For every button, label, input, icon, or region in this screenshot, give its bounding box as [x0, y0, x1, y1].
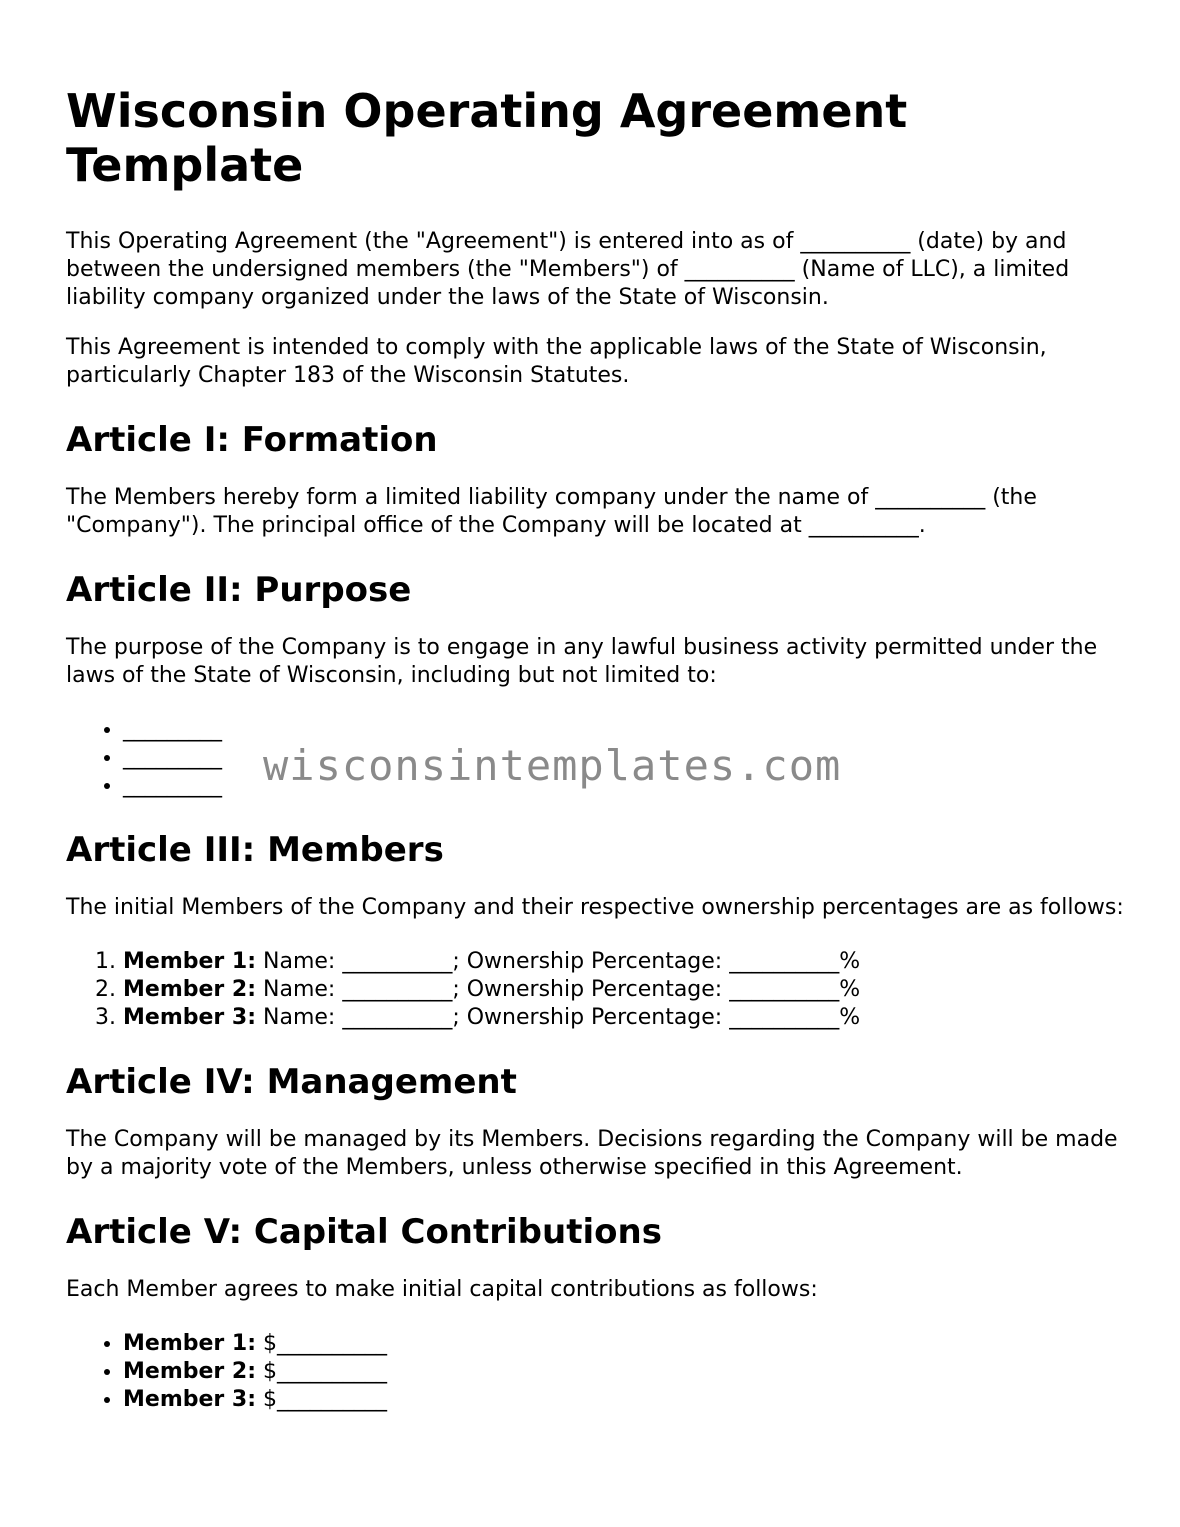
- article-3-heading: Article III: Members: [66, 830, 444, 870]
- list-item: • _________: [123, 744, 1126, 772]
- list-item: [123, 976, 1126, 1004]
- article-4-text: The Company will be managed by its Members. Decisions regarding the Company will be made by a majority vote of the Members, unless otherwise specified in this Agreement.: [66, 1127, 1118, 1180]
- list-item: • _________: [123, 772, 1126, 800]
- article-1-heading: Article I: Formation: [66, 420, 438, 460]
- member-label: Member 1:: [123, 1331, 257, 1356]
- member-label: Member 3:: [123, 1005, 257, 1030]
- article-5-text: Each Member agrees to make initial capital contributions as follows:: [66, 1277, 818, 1302]
- article-2-heading: Article II: Purpose: [66, 570, 412, 610]
- contribution-amount: $__________: [256, 1387, 388, 1412]
- members-list: [66, 948, 1126, 1032]
- list-item: [123, 1358, 1126, 1386]
- article-5-heading: Article V: Capital Contributions: [66, 1212, 662, 1252]
- page-title: Wisconsin Operating Agreement Template: [66, 84, 908, 192]
- intro-paragraph-2: This Agreement is intended to comply with the applicable laws of the State of Wisconsin, particularly Chapter 183 of the Wisconsin Statutes.: [66, 335, 1047, 388]
- article-1-text: The Members hereby form a limited liability company under the name of __________ (the "Company"). The principal office of the Company will be located at __________.: [66, 485, 1037, 538]
- article-2-text: The purpose of the Company is to engage in any lawful business activity permitted under the laws of the State of Wisconsin, including but not limited to:: [66, 635, 1098, 688]
- contribution-amount: $__________: [256, 1331, 388, 1356]
- list-item: [123, 1386, 1126, 1414]
- intro-paragraph-1: This Operating Agreement (the "Agreement") is entered into as of __________ (date) by and between the undersigned members (the "Members") of __________ (Name of LLC), a limited liability company organized under the laws of the State of Wisconsin.: [66, 229, 1070, 310]
- contributions-list: [66, 1330, 1126, 1414]
- list-item: • _________: [123, 716, 1126, 744]
- member-detail: Name: __________; Ownership Percentage: __________%: [256, 949, 861, 974]
- member-detail: Name: __________; Ownership Percentage: __________%: [256, 1005, 861, 1030]
- member-label: Member 2:: [123, 977, 257, 1002]
- contribution-amount: $__________: [256, 1359, 388, 1384]
- member-detail: Name: __________; Ownership Percentage: __________%: [256, 977, 861, 1002]
- member-label: Member 3:: [123, 1387, 257, 1412]
- list-item: [123, 1330, 1126, 1358]
- member-label: Member 1:: [123, 949, 257, 974]
- article-4-heading: Article IV: Management: [66, 1062, 517, 1102]
- list-item: [123, 1004, 1126, 1032]
- watermark-text: wisconsintemplates.com: [263, 741, 842, 790]
- member-label: Member 2:: [123, 1359, 257, 1384]
- article-3-text: The initial Members of the Company and their respective ownership percentages are as follows:: [66, 895, 1124, 920]
- list-item: [123, 948, 1126, 976]
